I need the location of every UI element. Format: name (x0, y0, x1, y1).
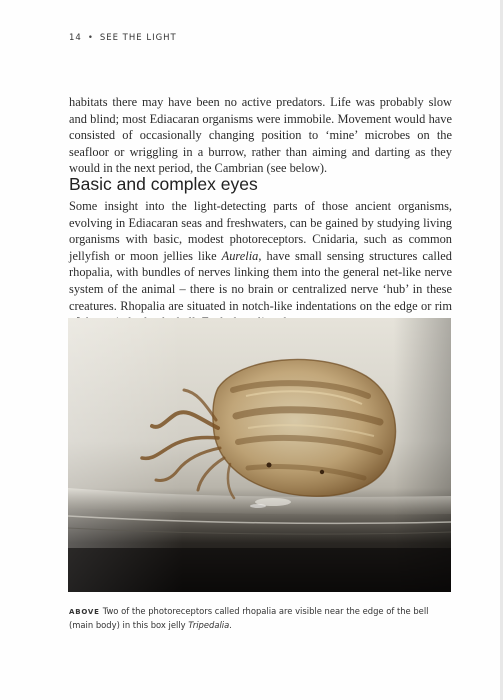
running-header (69, 33, 177, 43)
box-jelly-illustration (68, 318, 451, 592)
section-heading: Basic and complex eyes (69, 174, 258, 194)
running-title: SEE THE LIGHT (99, 33, 177, 43)
paragraph-eyes (69, 198, 452, 331)
box-jelly-photo (68, 318, 451, 592)
paragraph-eyes-part1: Some insight into the light-detecting parts of those ancient organisms, evolving in Ediacaran seas and freshwaters, can be gained by studying living organisms with basic, modest photoreceptors. Cnidaria, such as common jellyfish or moon jellies like (69, 199, 452, 263)
caption-end: . (229, 619, 232, 630)
photo-caption (69, 605, 452, 631)
header-separator: • (87, 33, 94, 43)
page-number: 14 (69, 33, 82, 43)
paragraph-eyes-part2: , have small sensing structures called rhopalia, with bundles of nerves linking them into the general net-like nerve system of the animal – there is no brain or centralized nerve ‘hub’ in these creatures. Rhopalia are situated in notch-like indentations on the edge or rim (69, 248, 452, 313)
genus-tripedalia: Tripedalia (188, 619, 230, 630)
paragraph-intro: habitats there may have been no active predators. Life was probably slow and blind; most Ediacaran organisms were immobile. Movement would have consisted of occasionally changing position to ‘mine’ microbes on the seafloor or wriggling in a burrow, rather than aiming and darting as they would in the next period, the Cambrian (see below). (69, 95, 452, 176)
caption-label: ABOVE (69, 608, 100, 616)
caption-text: Two of the photoreceptors called rhopalia are visible near the edge of the bell (main body) in this box jelly (69, 606, 429, 630)
genus-aurelia: Aurelia (221, 248, 259, 263)
